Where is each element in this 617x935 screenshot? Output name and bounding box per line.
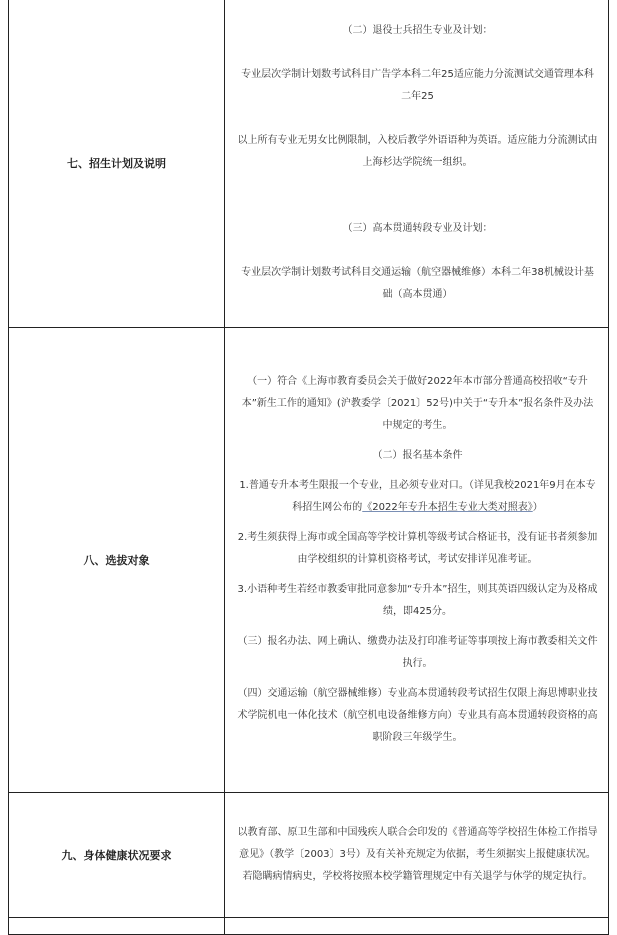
paragraph-condition-1 (237, 475, 598, 519)
section-heading-selection-target: 八、选拔对象 (9, 328, 225, 793)
paragraph-health-requirements: 以教育部、原卫生部和中国残疾人联合会印发的《普通高等学校招生体检工作指导意见》（教学〔2003〕3号）及有关补充规定为依据，考生须据实上报健康状况。若隐瞒病情病史，学校将按照本校学籍管理规定中有关退学与休学的规定执行。 (237, 827, 598, 882)
empty-cell (225, 918, 609, 935)
paragraph-condition-3: 3.小语种考生若经市教委审批同意参加“专升本”招生，则其英语四级认定为及格成绩，即425分。 (237, 584, 598, 617)
paragraph-veteran-plan-title: （二）退役士兵招生专业及计划： (342, 25, 493, 36)
table-row (9, 0, 609, 328)
section-content-selection-target (225, 328, 609, 793)
paragraph-transfer-plan-title: （三）高本贯通转段专业及计划： (342, 223, 493, 234)
table-row (9, 328, 609, 793)
paragraph-basic-conditions-title: （二）报名基本条件 (372, 450, 463, 461)
section-content-health-requirements (225, 793, 609, 918)
paragraph-eligibility: （一）符合《上海市教育委员会关于做好2022年本市部分普通高校招收“专升本”新生工作的通知》(沪教委学〔2021〕52号)中关于“专升本”报名条件及办法中规定的考生。 (241, 376, 594, 431)
empty-cell (9, 918, 225, 935)
paragraph-language-note: 以上所有专业无男女比例限制，入校后教学外语语种为英语。适应能力分流测试由上海杉达学院统一组织。 (237, 135, 598, 168)
table-row (9, 793, 609, 918)
table-row (9, 918, 609, 935)
section-heading-health-requirements: 九、身体健康状况要求 (9, 793, 225, 918)
paragraph-veteran-plan-detail: 专业层次学制计划数考试科目广告学本科二年25适应能力分流测试交通管理本科二年25 (241, 69, 594, 102)
section-content-enrollment-plan (225, 0, 609, 328)
section-heading-enrollment-plan: 七、招生计划及说明 (9, 0, 225, 328)
paragraph-registration-method: （三）报名办法、网上确认、缴费办法及打印准考证等事项按上海市教委相关文件执行。 (237, 636, 598, 669)
admission-info-table (8, 0, 609, 935)
major-category-table-link[interactable]: 《2022年专升本招生专业大类对照表》 (362, 502, 533, 513)
paragraph-condition-2: 2.考生须获得上海市或全国高等学校计算机等级考试合格证书，没有证书者须参加由学校组织的计算机资格考试，考试安排详见准考证。 (237, 532, 598, 565)
condition-1-text: 1.普通专升本考生限报一个专业，且必须专业对口。（详见我校2021年9月在本专科招生网公布的 (239, 480, 596, 513)
paragraph-transfer-eligibility: （四）交通运输（航空器械维修）专业高本贯通转段考试招生仅限上海思博职业技术学院机电一体化技术（航空机电设备维修方向）专业具有高本贯通转段资格的高职阶段三年级学生。 (237, 688, 598, 743)
paragraph-transfer-plan-detail: 专业层次学制计划数考试科目交通运输（航空器械维修）本科二年38机械设计基础（高本贯通） (241, 267, 594, 300)
condition-1-text-end: ） (532, 502, 543, 513)
